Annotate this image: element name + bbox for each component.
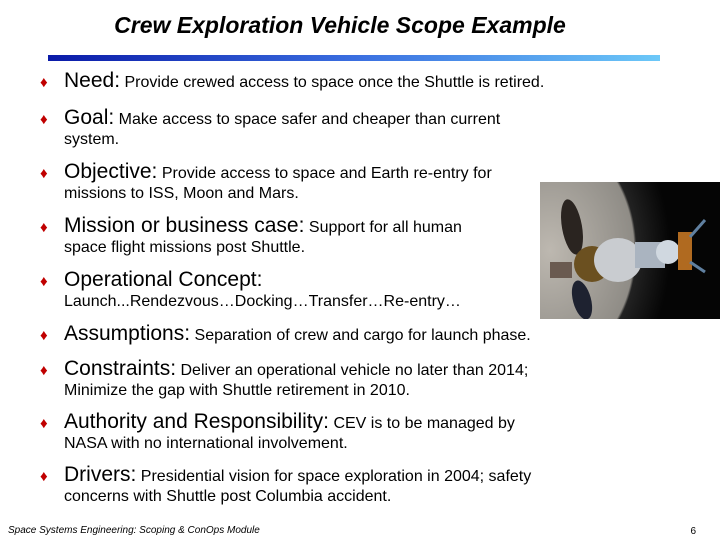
bullet-body-cont: Minimize the gap with Shuttle retirement in 2010. [64, 382, 410, 399]
bullet-body-cont: concerns with Shuttle post Columbia accident. [64, 488, 392, 505]
bullet-body: Provide access to space and Earth re-entry for [161, 165, 492, 182]
bullet-body-cont: system. [64, 131, 120, 148]
bullet-item [40, 465, 600, 507]
bullet-body-cont: missions to ISS, Moon and Mars. [64, 185, 299, 202]
diamond-bullet-icon: ♦ [40, 415, 48, 432]
bullet-heading: Mission or business case: [64, 214, 305, 237]
footer-text: Space Systems Engineering: Scoping & ConOps Module [8, 525, 260, 536]
bullet-heading: Constraints: [64, 357, 177, 380]
diamond-bullet-icon: ♦ [40, 74, 48, 91]
bullet-item [40, 162, 600, 204]
bullet-body-cont: space flight missions post Shuttle. [64, 239, 306, 256]
bullet-item [40, 412, 600, 454]
diamond-bullet-icon: ♦ [40, 219, 48, 236]
bullet-heading: Objective: [64, 160, 158, 183]
bullet-heading: Need: [64, 69, 121, 92]
bullet-item [40, 359, 600, 401]
spacecraft-illustration [540, 182, 720, 319]
bullet-body: CEV is to be managed by [333, 415, 515, 432]
bullet-heading: Goal: [64, 106, 115, 129]
bullet-heading: Assumptions: [64, 322, 191, 345]
bullet-item [40, 71, 600, 93]
slide-title: Crew Exploration Vehicle Scope Example [114, 12, 566, 38]
diamond-bullet-icon: ♦ [40, 362, 48, 379]
bullet-heading: Operational Concept: [64, 268, 263, 291]
bullet-item [40, 324, 600, 346]
spacecraft-moon-image [540, 182, 720, 319]
diamond-bullet-icon: ♦ [40, 273, 48, 290]
bullet-body: Deliver an operational vehicle no later than 2014; [180, 362, 529, 379]
bullet-body-cont: NASA with no international involvement. [64, 435, 348, 452]
bullet-body: Make access to space safer and cheaper than current [118, 111, 501, 128]
diamond-bullet-icon: ♦ [40, 327, 48, 344]
diamond-bullet-icon: ♦ [40, 165, 48, 182]
bullet-body: Presidential vision for space exploration in 2004; safety [140, 468, 532, 485]
bullet-body: Separation of crew and cargo for launch phase. [194, 327, 531, 344]
bullet-body-cont: Launch...Rendezvous…Docking…Transfer…Re-entry… [64, 293, 461, 310]
diamond-bullet-icon: ♦ [40, 468, 48, 485]
bullet-item [40, 108, 600, 150]
bullet-heading: Authority and Responsibility: [64, 410, 329, 433]
page-number: 6 [690, 526, 696, 537]
bullet-item [40, 216, 600, 258]
diamond-bullet-icon: ♦ [40, 111, 48, 128]
bullet-body: Support for all human [308, 219, 462, 236]
bullet-heading: Drivers: [64, 463, 137, 486]
bullet-item [40, 270, 600, 312]
bullet-body: Provide crewed access to space once the Shuttle is retired. [124, 74, 545, 91]
title-divider [48, 55, 660, 61]
